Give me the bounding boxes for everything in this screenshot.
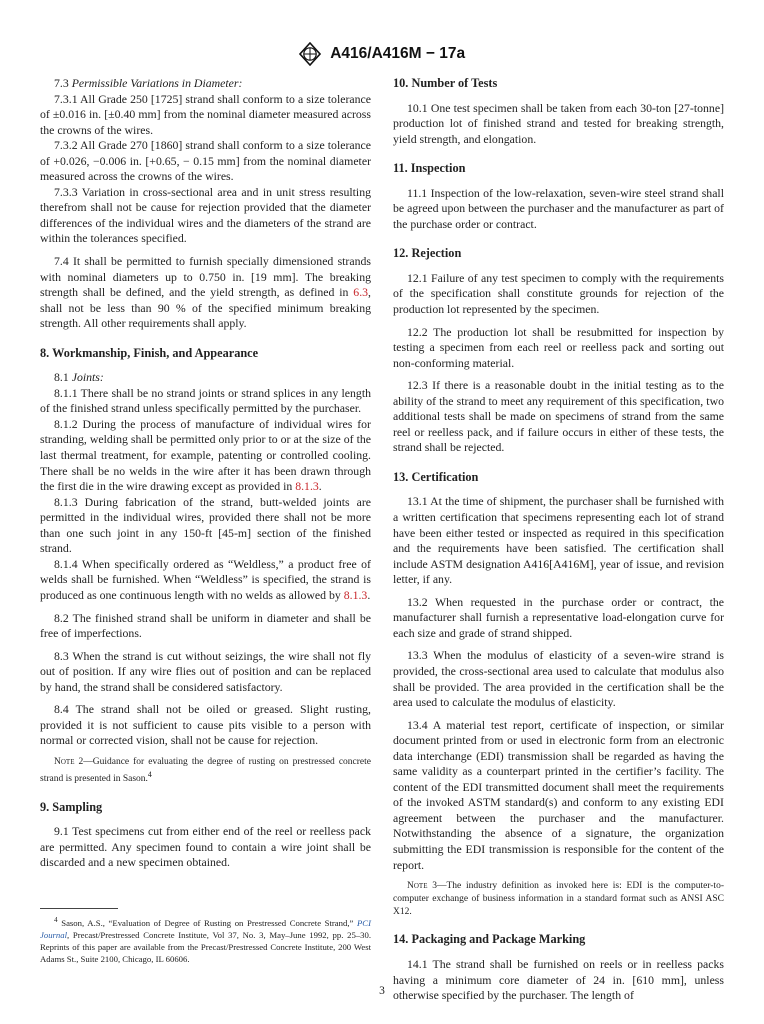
heading-section-11: 11. Inspection	[393, 161, 466, 176]
section-8-1: 8.1 Joints:	[54, 370, 104, 385]
right-column	[393, 76, 724, 1004]
section-12-1: 12.1 Failure of any test specimen to comply with the requirements of the specification shall constitute grounds for rejection of the production lot represented by the specimen.	[393, 270, 724, 317]
ref-link-8-1-3[interactable]: 8.1.3	[343, 587, 368, 602]
journal-link[interactable]: PCI Journal	[40, 917, 371, 940]
section-8-1-4: 8.1.4 When specifically ordered as “Weldless,” a product free of welds shall be furnished. When “Weldless” is specified, the strand is produced as one continuous length with no welds as allowed by 8.1.3.	[40, 556, 371, 602]
section-8-2: 8.2 The finished strand shall be uniform in diameter and shall be free of imperfections.	[40, 610, 371, 641]
section-8-1-3: 8.1.3 During fabrication of the strand, butt-welded joints are permitted in the individual wires, provided there shall not be more than one such joint in any 150-ft [45-m] section of the finished strand.	[40, 494, 371, 556]
heading-section-14: 14. Packaging and Package Marking	[393, 932, 586, 947]
section-7-3-1: 7.3.1 All Grade 250 [1725] strand shall conform to a size tolerance of ±0.016 in. [±0.40 mm] from the nominal diameter measured across the crowns of the wires.	[40, 91, 371, 137]
section-8-3: 8.3 When the strand is cut without seizings, the wire shall not fly out of position. If any wire flies out of position and can be replaced by hand, the strand shall be considered satisfactory.	[40, 648, 371, 694]
heading-section-8: 8. Workmanship, Finish, and Appearance	[40, 345, 259, 360]
ref-link-6-3[interactable]: 6.3	[353, 285, 369, 300]
section-7-3: 7.3 Permissible Variations in Diameter:	[54, 76, 243, 90]
footnote-4: $^4$ Sason, A.S., “Evaluation of Degree of Rusting on Prestressed Concrete Strand,” PCI Journal, Precast/Prestressed Concrete Institute, Vol 37, No. 3, May–June 1992, pp. 25–30. Reprints of this paper are available from the Precast/Prestressed Concrete Institute, 200 West Adams St., Suite 2100, Chicago, IL 60606.	[40, 916, 371, 964]
page-header	[0, 42, 764, 66]
heading-section-10: 10. Number of Tests	[393, 76, 498, 90]
heading-section-13: 13. Certification	[393, 469, 479, 484]
section-8-4: 8.4 The strand shall not be oiled or greased. Slight rusting, provided it is not sufficient to cause pits visible to a person with normal or corrected vision, shall not be cause for rejection.	[40, 702, 371, 748]
section-8-1-1: 8.1.1 There shall be no strand joints or strand splices in any length of the finished strand unless specifically permitted by the purchaser.	[40, 385, 371, 416]
section-10-1: 10.1 One test specimen shall be taken from each 30-ton [27-tonne] production lot of finished strand and tested for breaking strength, yield strength, and elongation.	[393, 100, 724, 146]
section-13-2: 13.2 When requested in the purchase order or contract, the manufacturer shall furnish a representative load-elongation curve for each size and grade of strand shipped.	[393, 594, 724, 640]
section-9-1: 9.1 Test specimens cut from either end of the reel or reelless pack are permitted. Any specimen found to contain a wire joint shall be discarded and a new specimen obtained.	[40, 824, 371, 870]
ref-link-8-1-3[interactable]: 8.1.3	[295, 479, 319, 494]
section-7-3-3: 7.3.3 Variation in cross-sectional area and in unit stress resulting therefrom shall not be cause for rejection provided that the diameter differences of the individual wires and the diameters of the strand are within the tolerances specified.	[40, 184, 371, 246]
note-3: Note 3—The industry definition as invoked here is: EDI is the computer-to-computer exchange of business information in a standard format such as ANSI ASC X12.	[393, 881, 724, 917]
note-2: Note 2—Guidance for evaluating the degree of rusting on prestressed concrete strand is presented in Sason.$^4$	[40, 756, 371, 784]
section-7-4: 7.4 It shall be permitted to furnish specially dimensioned strands with nominal diameters up to 0.750 in. [19 mm]. The breaking strength shall be defined, and the yield strength, as defined in 6.3, shall not be less than 90 % of the specified minimum breaking strength. All other requirements shall apply.	[40, 254, 371, 331]
document-designation: A416/A416M − 17a	[330, 45, 466, 62]
astm-logo-icon	[299, 42, 321, 66]
heading-section-9: 9. Sampling	[40, 799, 103, 814]
section-8-1-2: 8.1.2 During the process of manufacture of individual wires for stranding, welding shall be permitted only prior to or at the size of the last thermal treatment, for example, patenting or controlled cooling. There shall be no welds in the wire after it has been drawn through the first die in the wire drawing except as provided in 8.1.3.	[40, 416, 371, 494]
section-12-2: 12.2 The production lot shall be resubmitted for inspection by testing a specimen from each reel or reelless pack and sorting out non-conforming material.	[393, 324, 724, 370]
section-7-3-2: 7.3.2 All Grade 270 [1860] strand shall conform to a size tolerance of +0.026, −0.006 in. [+0.65, − 0.15 mm] from the nominal diameter measured across the crowns of the wires.	[40, 138, 371, 184]
section-13-3: 13.3 When the modulus of elasticity of a seven-wire strand is provided, the cross-sectional area used to calculate that modulus also shall be provided. The area provided in the certification shall be the area used to calculate the modulus of elasticity.	[393, 648, 724, 710]
heading-section-12: 12. Rejection	[393, 246, 462, 261]
section-13-1: 13.1 At the time of shipment, the purchaser shall be furnished with a written certification that specimens representing each lot of strand have been either tested or inspected as required in this specification and the requirements have been satisfied. The certification shall include ASTM designation A416[A416M], year of issue, and revision letter, if any.	[393, 494, 724, 587]
footnote-divider	[40, 908, 118, 909]
section-11-1: 11.1 Inspection of the low-relaxation, seven-wire steel strand shall be agreed upon between the purchaser and the manufacturer as part of the purchase order or contract.	[393, 185, 724, 231]
page-number: 3	[379, 985, 385, 997]
section-13-4: 13.4 A material test report, certificate of inspection, or similar document printed from or used in electronic form from an electronic data interchange (EDI) transmission shall be regarded as having the same validity as a counterpart printed in the certifier’s facility. The content of the EDI transmitted document shall meet the requirements of the invoked ASTM standard(s) and conform to any existing EDI agreement between the purchaser and the manufacturer. Notwithstanding the absence of a signature, the organization submitting the EDI transmission is responsible for the content of the report.	[393, 717, 724, 872]
section-14-1: 14.1 The strand shall be furnished on reels or in reelless packs having a minimum core diameter of 24 in. [610 mm], unless otherwise specified by the purchaser. The length of	[393, 957, 724, 1003]
section-12-3: 12.3 If there is a reasonable doubt in the initial testing as to the ability of the strand to meet any requirement of this specification, two additional tests shall be made on specimens of strand from the same reel or reelless pack, and if failure occurs in either of these tests, the strand shall be rejected.	[393, 378, 724, 455]
left-column	[40, 76, 371, 871]
